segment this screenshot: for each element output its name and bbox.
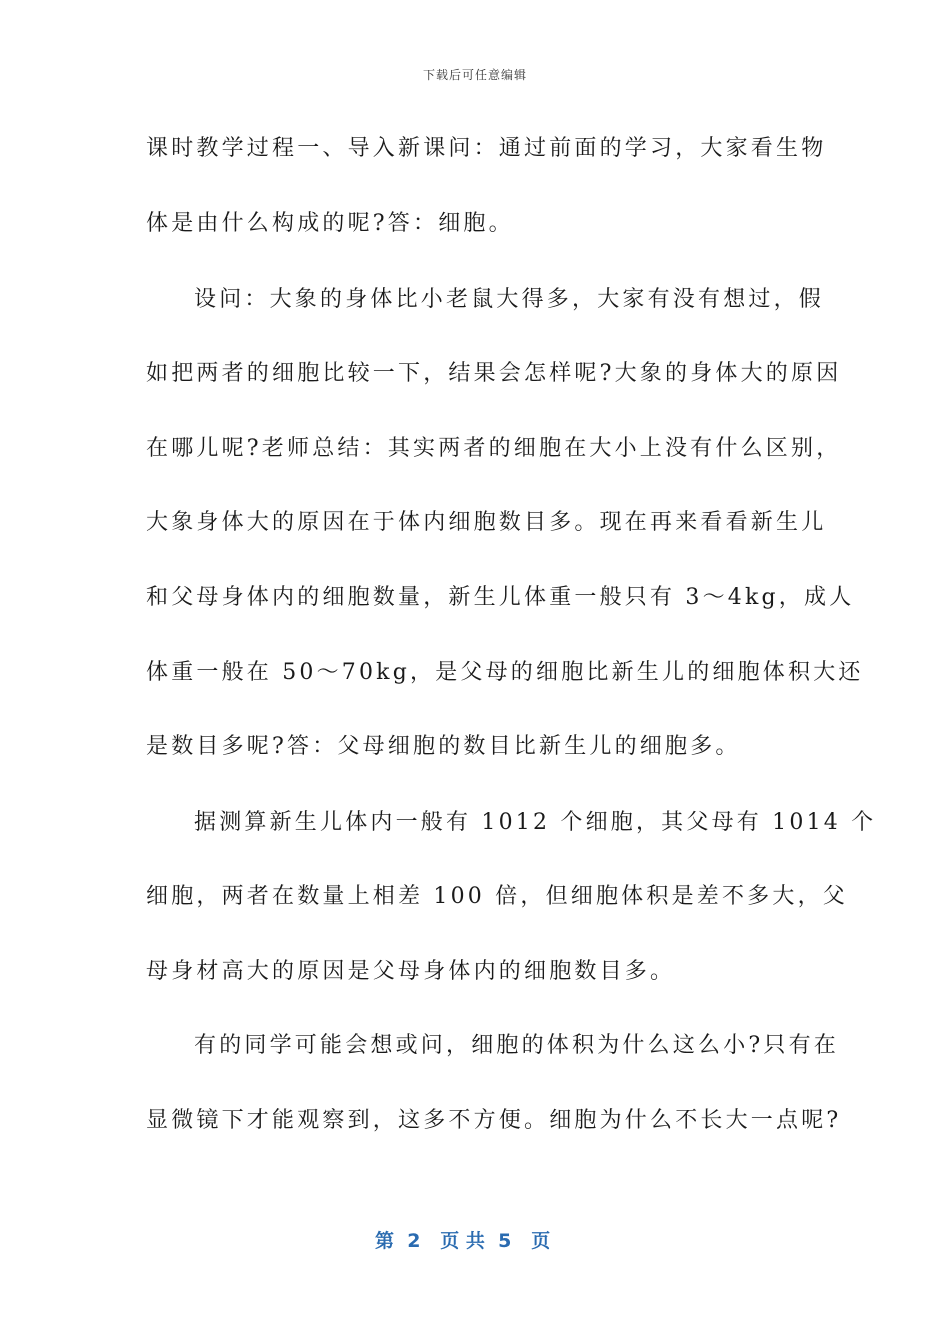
download-note: 下载后可任意编辑 xyxy=(422,68,527,82)
body-line-14: 显微镜下才能观察到，这多不方便。细胞为什么不长大一点呢? xyxy=(146,1108,842,1133)
body-line-3: 设问：大象的身体比小老鼠大得多，大家有没有想过，假 xyxy=(194,287,825,312)
body-line-9: 是数目多呢?答：父母细胞的数目比新生儿的细胞多。 xyxy=(146,734,741,759)
body-line-4: 如把两者的细胞比较一下，结果会怎样呢?大象的身体大的原因 xyxy=(146,361,842,386)
page-number: 第 2 页 共 5 页 xyxy=(375,1230,551,1252)
body-line-1: 课时教学过程一、导入新课问：通过前面的学习，大家看生物 xyxy=(146,136,827,161)
body-line-5: 在哪儿呢?老师总结：其实两者的细胞在大小上没有什么区别， xyxy=(146,436,842,461)
body-line-7: 和父母身体内的细胞数量，新生儿体重一般只有 3～4kg，成人 xyxy=(146,585,855,610)
body-line-11: 细胞，两者在数量上相差 100 倍，但细胞体积是差不多大，父 xyxy=(146,884,848,909)
body-line-8: 体重一般在 50～70kg，是父母的细胞比新生儿的细胞体积大还 xyxy=(146,660,864,685)
body-line-2: 体是由什么构成的呢?答：细胞。 xyxy=(146,211,514,236)
body-line-13: 有的同学可能会想或问，细胞的体积为什么这么小?只有在 xyxy=(194,1033,839,1058)
body-line-10: 据测算新生儿体内一般有 1012 个细胞，其父母有 1014 个 xyxy=(194,810,877,835)
body-line-12: 母身材高大的原因是父母身体内的细胞数目多。 xyxy=(146,959,676,984)
body-line-6: 大象身体大的原因在于体内细胞数目多。现在再来看看新生儿 xyxy=(146,510,827,535)
